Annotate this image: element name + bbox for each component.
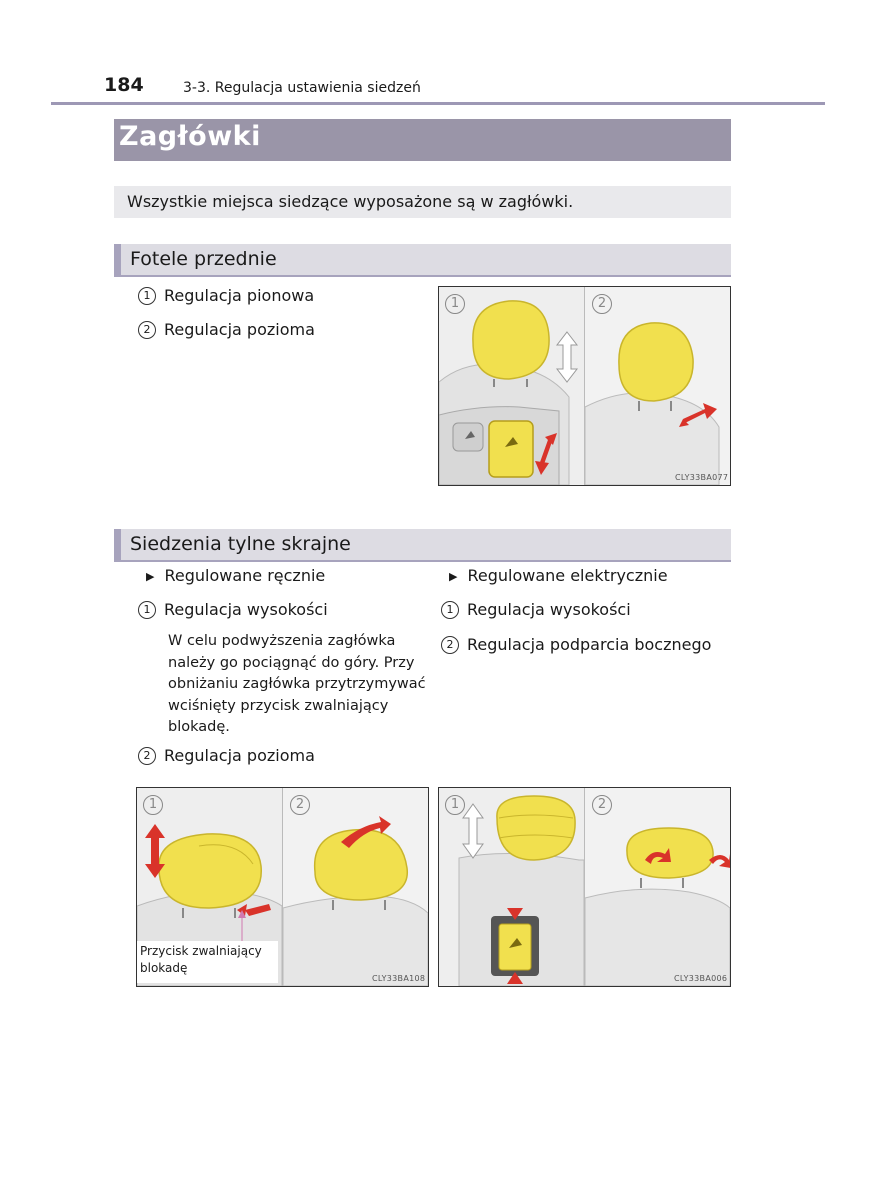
electric-item-1 [441,600,631,619]
panel-2-badge: 2 [592,294,612,314]
panel-2-badge: 2 [592,795,612,815]
panel-1-badge: 1 [445,294,465,314]
chapter-title: 3-3. Regulacja ustawienia siedzeń [183,80,421,96]
page-title: Zagłówki [119,121,261,152]
front-item-1-label: Regulacja pionowa [164,286,315,305]
section-heading-rear: Siedzenia tylne skrajne [130,533,351,555]
figure-code: CLY33BA077 [675,473,729,482]
front-headrest-illustration [439,287,730,485]
page-number: 184 [104,74,144,96]
electric-item-2 [441,635,711,654]
intro-text: Wszystkie miejsca siedzące wyposażone są w zagłówki. [127,192,574,211]
front-item-2 [138,320,315,339]
front-item-1 [138,286,314,305]
section-accent [114,529,121,562]
header-rule [51,102,825,105]
rear-electric-headrest-illustration [439,788,730,986]
electric-subheading [449,566,668,585]
panel-2-badge: 2 [290,795,310,815]
figure-code: CLY33BA108 [372,974,426,983]
electric-label: Regulowane elektrycznie [467,566,668,585]
manual-item-1-description: W celu podwyższenia zagłówka należy go pociągnąć do góry. Przy obniżaniu zagłówka przytrzymywać wciśnięty przycisk zwalniający blokadę. [168,633,426,735]
triangle-bullet-icon: ▶ [146,570,155,583]
manual-item-2 [138,746,315,765]
manual-item-1 [138,600,328,619]
number-1-icon: 1 [138,287,156,305]
electric-item-2-label: Regulacja podparcia bocznego [467,635,712,654]
triangle-bullet-icon: ▶ [449,570,458,583]
front-item-2-label: Regulacja pozioma [164,320,315,339]
manual-subheading [146,566,325,585]
release-button-callout: Przycisk zwalniający blokadę [137,941,278,983]
manual-item-1-label: Regulacja wysokości [164,600,328,619]
number-2-icon: 2 [138,747,156,765]
panel-1-badge: 1 [143,795,163,815]
rear-electric-headrest-figure [438,787,731,987]
number-2-icon: 2 [138,321,156,339]
panel-1-badge: 1 [445,795,465,815]
number-1-icon: 1 [441,601,459,619]
front-headrest-figure [438,286,731,486]
manual-label: Regulowane ręcznie [164,566,326,585]
electric-item-1-label: Regulacja wysokości [467,600,631,619]
section-heading-front: Fotele przednie [130,248,277,270]
figure-code: CLY33BA006 [674,974,728,983]
number-2-icon: 2 [441,636,459,654]
number-1-icon: 1 [138,601,156,619]
manual-item-2-label: Regulacja pozioma [164,746,315,765]
section-accent [114,244,121,277]
